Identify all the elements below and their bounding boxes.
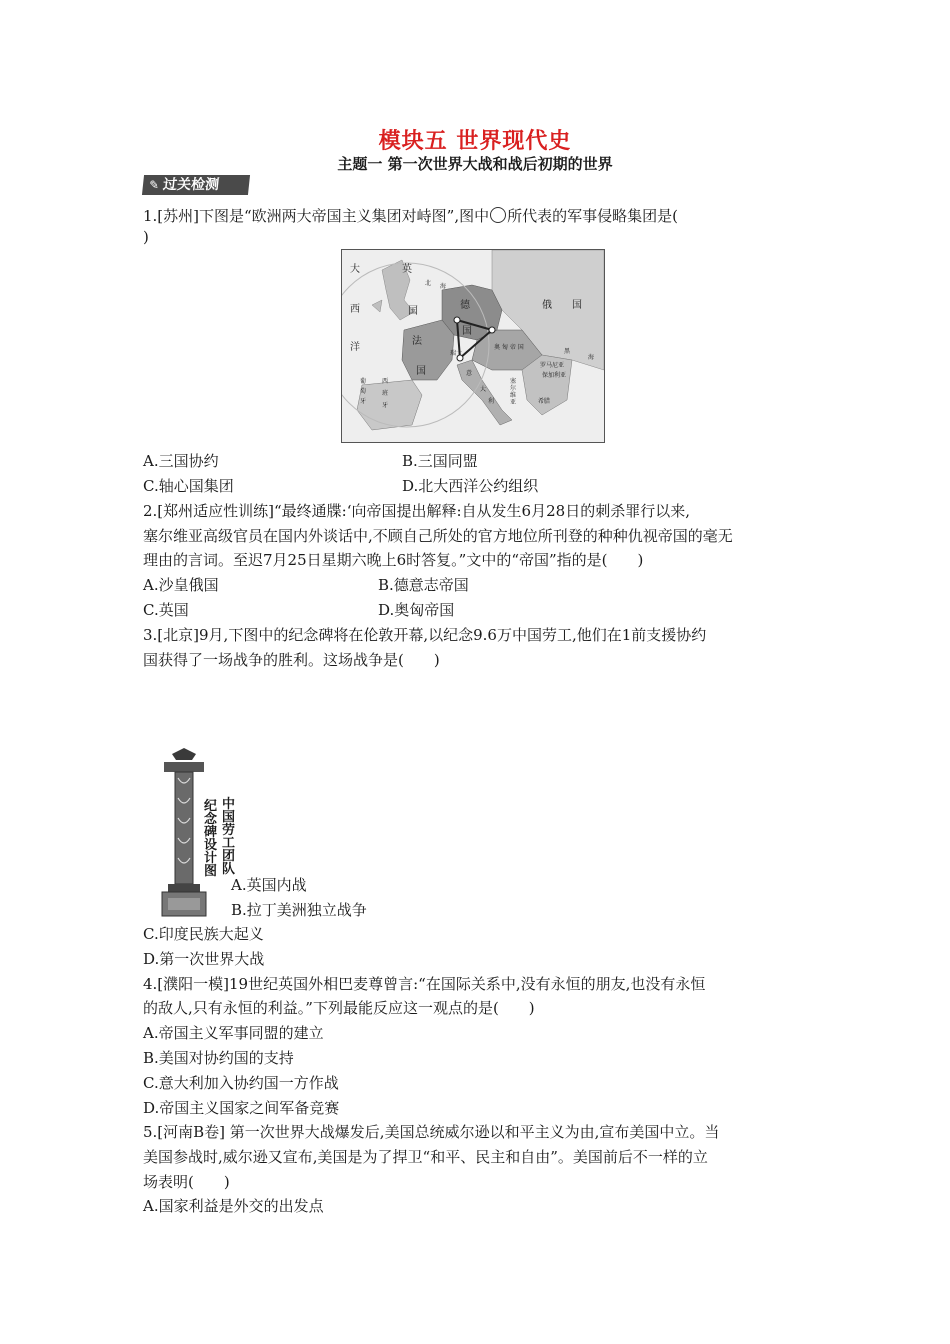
map-label-france-2: 国 <box>416 366 426 377</box>
map-label-north-sea-2: 海 <box>440 283 447 290</box>
map-label-france-1: 法 <box>412 336 422 347</box>
question-1-option-d[interactable]: D.北大西洋公约组织 <box>402 477 539 495</box>
monument-drawing <box>158 748 208 918</box>
alliance-node-germany <box>454 317 460 323</box>
question-5-stem-line-3: 场表明( ) <box>143 1173 230 1191</box>
map-label-uk-2: 国 <box>408 306 418 317</box>
map-label-austria: 奥 匈 帝 国 <box>494 344 524 351</box>
map-label-black-sea-1: 黑 <box>564 348 571 355</box>
map-label-germany-1: 德 <box>460 300 470 311</box>
question-4-option-a[interactable]: A.帝国主义军事同盟的建立 <box>143 1024 324 1042</box>
question-1-stem-end: ) <box>143 228 149 246</box>
monument-caption-left: 纪念碑设计图 <box>204 799 218 879</box>
map-label-portugal-3: 牙 <box>360 398 367 405</box>
monument-wing <box>164 762 204 772</box>
question-1-stem-a: 1.[苏州]下图是“欧洲两大帝国主义集团对峙图”,图中 <box>143 207 490 225</box>
question-4-option-c[interactable]: C.意大利加入协约国一方作战 <box>143 1074 339 1092</box>
map-label-black-sea-2: 海 <box>588 354 595 361</box>
question-5-stem-line-2: 美国参战时,威尔逊又宣布,美国是为了捍卫“和平、民主和自由”。美国前后不一样的立 <box>143 1148 708 1166</box>
question-3-option-a[interactable]: A.英国内战 <box>231 876 307 894</box>
question-2-option-d[interactable]: D.奥匈帝国 <box>378 601 455 619</box>
question-2-option-b[interactable]: B.德意志帝国 <box>378 576 469 594</box>
map-label-atlantic-3: 洋 <box>350 342 360 353</box>
question-1-option-c[interactable]: C.轴心国集团 <box>143 477 234 495</box>
map-graphic <box>342 250 604 442</box>
alliance-node-austria <box>489 327 495 333</box>
map-label-portugal-2: 萄 <box>360 388 367 395</box>
map-label-atlantic-1: 大 <box>350 264 360 275</box>
question-5-stem-line-1: 5.[河南B卷] 第一次世界大战爆发后,美国总统威尔逊以和平主义为由,宣布美国中立。当 <box>143 1123 720 1141</box>
question-1-option-b[interactable]: B.三国同盟 <box>402 452 478 470</box>
question-2-stem-line-1: 2.[郑州适应性训练]“最终通牒:‘向帝国提出解释:自从发生6月28日的刺杀罪行以来, <box>143 502 690 520</box>
map-iberia <box>357 380 422 430</box>
question-3-option-d[interactable]: D.第一次世界大战 <box>143 950 265 968</box>
map-label-russia-1: 俄 <box>542 300 552 311</box>
question-2-option-a[interactable]: A.沙皇俄国 <box>143 576 219 594</box>
question-1-stem <box>143 206 678 226</box>
monument-shaft <box>175 772 193 884</box>
question-4-option-b[interactable]: B.美国对协约国的支持 <box>143 1049 294 1067</box>
map-label-spain-2: 班 <box>382 390 389 397</box>
question-5-option-a[interactable]: A.国家利益是外交的出发点 <box>143 1197 324 1215</box>
map-label-italy-1: 意 <box>466 370 473 377</box>
question-2-stem-line-3: 理由的言词。至迟7月25日星期六晚上6时答复。”文中的“帝国”指的是( ) <box>143 551 644 569</box>
monument-collar <box>168 884 200 892</box>
map-label-north-sea-1: 北 <box>425 280 432 287</box>
monument-figure <box>158 748 208 918</box>
pencil-icon: ✎ <box>148 178 160 192</box>
map-label-swiss: 瑞士 <box>450 350 463 357</box>
page-title: 模块五 世界现代史 <box>378 129 572 154</box>
question-2-stem-line-2: 塞尔维亚高级官员在国内外谈话中,不顾自己所处的官方地位所刊登的种种仇视帝国的毫无 <box>143 527 733 545</box>
map-label-greece: 希腊 <box>538 398 551 405</box>
question-4-stem-line-2: 的敌人,只有永恒的利益。”下列最能反应这一观点的是( ) <box>143 999 535 1017</box>
monument-caption-right: 中国劳工团队 <box>222 797 236 877</box>
question-3-option-b[interactable]: B.拉丁美洲独立战争 <box>231 901 367 919</box>
map-label-germany-2: 国 <box>462 326 472 337</box>
question-3-stem-line-2: 国获得了一场战争的胜利。这场战争是( ) <box>143 651 440 669</box>
monument-cap <box>172 748 196 760</box>
map-label-serbia: 塞尔维亚 <box>510 378 517 406</box>
page-subtitle: 主题一 第一次世界大战和战后初期的世界 <box>337 155 613 173</box>
section-badge <box>142 175 250 195</box>
map-label-uk: 英 <box>402 264 412 275</box>
circle-symbol-icon <box>490 207 506 223</box>
question-3-option-c[interactable]: C.印度民族大起义 <box>143 925 264 943</box>
map-label-italy-2: 大 <box>480 386 487 393</box>
map-label-romania: 罗马尼亚 <box>540 362 565 369</box>
map-label-atlantic-2: 西 <box>350 304 360 315</box>
question-3-stem-line-1: 3.[北京]9月,下图中的纪念碑将在伦敦开幕,以纪念9.6万中国劳工,他们在1前支援协约 <box>143 626 707 644</box>
question-4-option-d[interactable]: D.帝国主义国家之间军备竞赛 <box>143 1099 340 1117</box>
question-2-option-c[interactable]: C.英国 <box>143 601 189 619</box>
europe-alliance-map <box>341 249 605 443</box>
map-label-bulgaria: 保加利亚 <box>542 372 567 379</box>
map-label-spain-1: 西 <box>382 378 389 385</box>
map-label-portugal-1: 葡 <box>360 378 367 385</box>
question-1-stem-b: 所代表的军事侵略集团是( <box>507 207 678 225</box>
question-1-option-a[interactable]: A.三国协约 <box>143 452 219 470</box>
section-badge-label: 过关检测 <box>162 177 220 193</box>
map-label-russia-2: 国 <box>572 300 582 311</box>
question-4-stem-line-1: 4.[濮阳一模]19世纪英国外相巴麦尊曾言:“在国际关系中,没有永恒的朋友,也没有永恒 <box>143 975 706 993</box>
map-label-spain-3: 牙 <box>382 402 389 409</box>
monument-plaque <box>168 898 200 910</box>
map-label-italy-3: 利 <box>488 398 495 405</box>
